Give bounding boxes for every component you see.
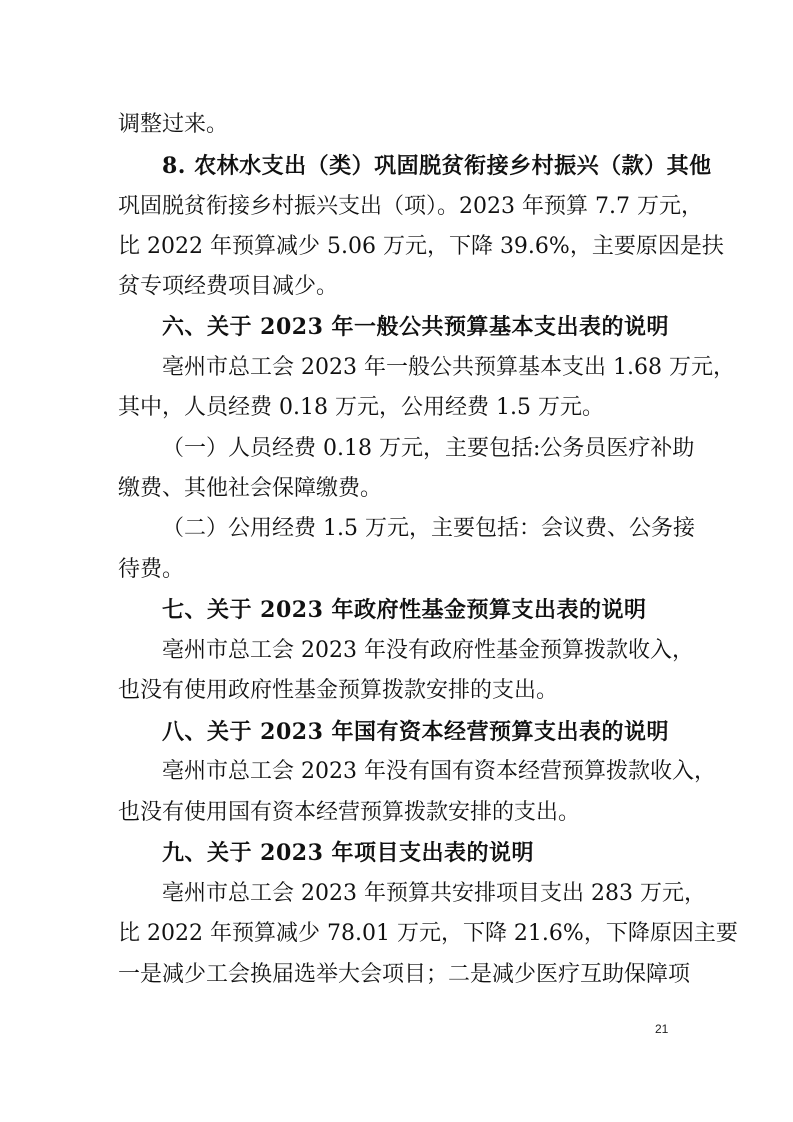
section-heading: 九、关于 2023 年项目支出表的说明 bbox=[162, 840, 535, 866]
body-line: 亳州市总工会 2023 年一般公共预算基本支出 1.68 万元， bbox=[162, 355, 735, 380]
body-line: 其中，人员经费 0.18 万元，公用经费 1.5 万元。 bbox=[118, 395, 604, 420]
item-heading: 8. 农林水支出（类）巩固脱贫衔接乡村振兴（款）其他 bbox=[162, 153, 712, 179]
body-line: 也没有使用政府性基金预算拨款安排的支出。 bbox=[118, 678, 559, 703]
body-line: 也没有使用国有资本经营预算拨款安排的支出。 bbox=[118, 800, 581, 825]
body-line: 一是减少工会换届选举大会项目；二是减少医疗互助保障项 bbox=[118, 962, 691, 987]
body-line: 缴费、其他社会保障缴费。 bbox=[118, 476, 383, 501]
body-line: 待费。 bbox=[118, 557, 185, 582]
body-line: 比 2022 年预算减少 78.01 万元，下降 21.6%，下降原因主要 bbox=[118, 921, 738, 946]
section-heading: 八、关于 2023 年国有资本经营预算支出表的说明 bbox=[162, 719, 670, 745]
section-heading: 七、关于 2023 年政府性基金预算支出表的说明 bbox=[162, 597, 647, 623]
body-line: （一）人员经费 0.18 万元，主要包括:公务员医疗补助 bbox=[162, 436, 695, 461]
body-line: 巩固脱贫衔接乡村振兴支出（项）。2023 年预算 7.7 万元， bbox=[118, 194, 703, 219]
body-line: （二）公用经费 1.5 万元，主要包括：会议费、公务接 bbox=[162, 516, 695, 541]
body-line: 比 2022 年预算减少 5.06 万元，下降 39.6%，主要原因是扶 bbox=[118, 234, 724, 259]
body-line: 贫专项经费项目减少。 bbox=[118, 274, 339, 299]
body-line: 亳州市总工会 2023 年没有国有资本经营预算拨款收入， bbox=[162, 759, 716, 784]
body-line: 亳州市总工会 2023 年没有政府性基金预算拨款收入， bbox=[162, 638, 694, 663]
body-line: 调整过来。 bbox=[118, 112, 229, 137]
section-heading: 六、关于 2023 年一般公共预算基本支出表的说明 bbox=[162, 314, 670, 340]
page-number: 21 bbox=[655, 1022, 669, 1036]
body-line: 亳州市总工会 2023 年预算共安排项目支出 283 万元， bbox=[162, 881, 706, 906]
